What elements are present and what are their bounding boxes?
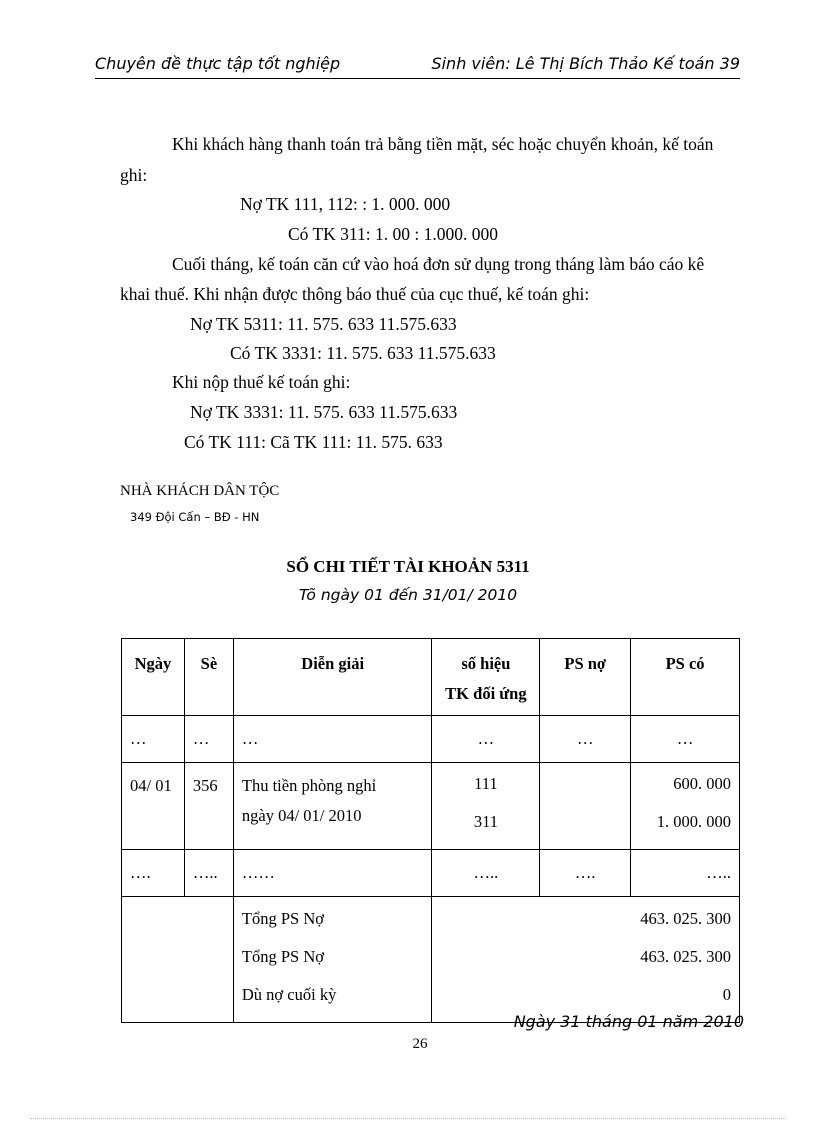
organization-name: NHÀ KHÁCH DÂN TỘC [120, 483, 280, 499]
table-header-row [122, 639, 740, 716]
cell-number: 356 [184, 763, 233, 850]
totals-values [432, 897, 740, 1023]
cell-number: ….. [184, 850, 233, 897]
total-debit-label: Tổng PS Nợ [241, 909, 324, 928]
table-row [122, 763, 740, 850]
organization-address: 349 Đội Cấn – BĐ - HN [130, 510, 260, 524]
journal-entry-line: Có TK 3331: 11. 575. 633 11.575.633 [230, 343, 496, 363]
journal-entry-line: Nợ TK 3331: 11. 575. 633 11.575.633 [190, 402, 458, 422]
column-header-date: Ngày [122, 639, 185, 716]
body-line: ghi: [120, 165, 148, 185]
cell-debit: … [540, 716, 631, 763]
journal-entry-line: Có TK 111: Cã TK 111: 11. 575. 633 [184, 432, 443, 452]
journal-entry-line: Nợ TK 111, 112: : 1. 000. 000 [240, 194, 451, 214]
cell-credit: … [631, 716, 740, 763]
cell-debit [540, 763, 631, 850]
total-debit-value: 463. 025. 300 [640, 909, 731, 928]
cell-date: …. [122, 850, 185, 897]
totals-row [122, 897, 740, 1023]
cell-account: 111 311 [432, 763, 540, 850]
total-debit-value: 463. 025. 300 [640, 947, 731, 966]
closing-balance-value: 0 [722, 985, 731, 1004]
cell-credit: ….. [631, 850, 740, 897]
cell-description: … [233, 716, 432, 763]
column-header-debit: PS nợ [540, 639, 631, 716]
column-header-credit: PS có [631, 639, 740, 716]
column-header-description: Diễn giải [233, 639, 432, 716]
column-header-number: Sè [184, 639, 233, 716]
column-header-account: số hiệu TK đối ứng [432, 639, 540, 716]
cell-number: … [184, 716, 233, 763]
cell-account: … [432, 716, 540, 763]
ledger-period: Tõ ngày 01 đến 31/01/ 2010 [298, 586, 518, 604]
totals-labels [233, 897, 432, 1023]
table-row [122, 716, 740, 763]
body-line: khai thuế. Khi nhận được thông báo thuế của cục thuế, kế toán ghi: [120, 284, 590, 304]
cell-debit: …. [540, 850, 631, 897]
closing-balance-label: Dù nợ cuối kỳ [241, 985, 337, 1004]
ledger-table [121, 638, 740, 1023]
cell-date: … [122, 716, 185, 763]
cell-description: Thu tiền phòng nghỉ ngày 04/ 01/ 2010 [233, 763, 432, 850]
page-bottom-divider [30, 1118, 786, 1119]
total-debit-label: Tổng PS Nợ [241, 947, 324, 966]
ledger-title: SỔ CHI TIẾT TÀI KHOẢN 5311 [286, 557, 530, 576]
journal-entry-line: Có TK 311: 1. 00 : 1.000. 000 [288, 224, 499, 244]
running-header [95, 52, 740, 79]
body-line: Khi nộp thuế kế toán ghi: [172, 372, 351, 392]
header-student-name: Sinh viên: Lê Thị Bích Thảo Kế toán 39 [431, 54, 740, 73]
cell-credit: 600. 000 1. 000. 000 [631, 763, 740, 850]
table-row [122, 850, 740, 897]
page-number: 26 [412, 1036, 428, 1052]
header-thesis-title: Chuyên đề thực tập tốt nghiệp [95, 54, 341, 73]
totals-blank-cell [122, 897, 234, 1023]
cell-description: …… [233, 850, 432, 897]
body-line: Khi khách hàng thanh toán trả bằng tiền mặt, séc hoặc chuyển khoản, kế toán [172, 134, 714, 154]
cell-account: ….. [432, 850, 540, 897]
signature-date: Ngày 31 tháng 01 năm 2010 [513, 1012, 744, 1031]
body-line: Cuối tháng, kế toán căn cứ vào hoá đơn sử dụng trong tháng làm báo cáo kê [172, 254, 705, 274]
journal-entry-line: Nợ TK 5311: 11. 575. 633 11.575.633 [190, 314, 457, 334]
cell-date: 04/ 01 [122, 763, 185, 850]
